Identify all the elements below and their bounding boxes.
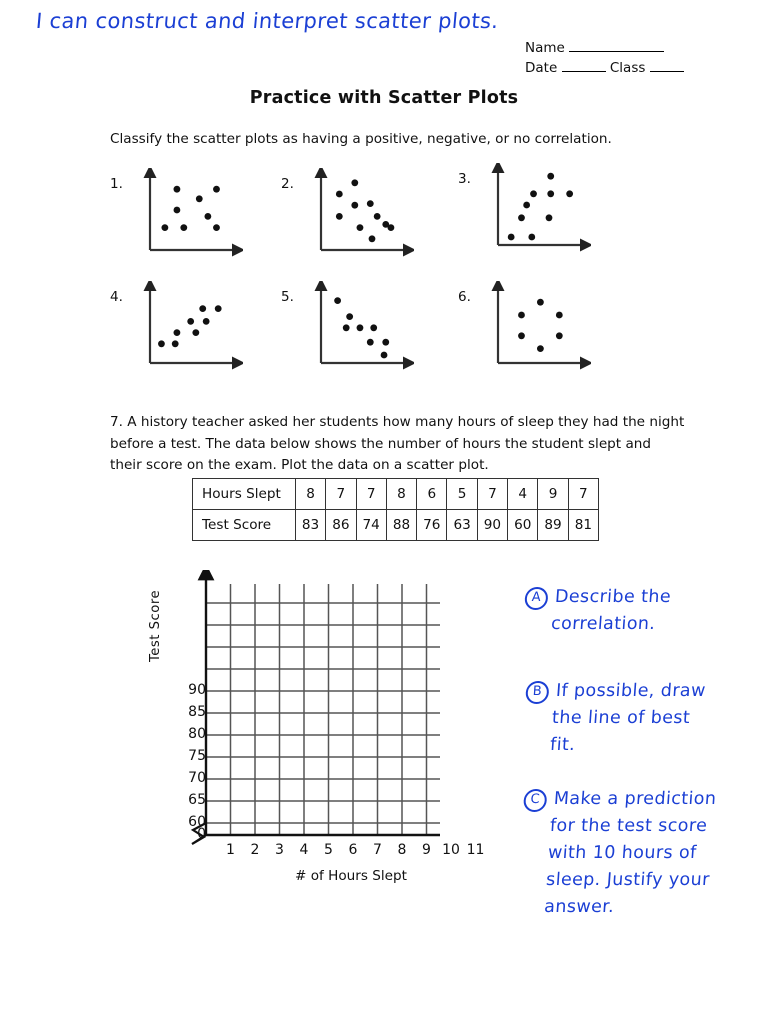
y-tick-label-0: 0 [197, 826, 206, 842]
date-label: Date [525, 60, 558, 76]
scatter-dot [518, 332, 525, 339]
x-tick-label-3: 3 [275, 842, 284, 858]
mini-plot-canvas-1 [138, 168, 243, 267]
scatter-dot [370, 324, 377, 331]
scatter-dot [546, 214, 553, 221]
y-tick-label-90: 90 [188, 682, 206, 698]
x-tick-label-10: 10 [442, 842, 460, 858]
note-c-line4: sleep. Justify your [545, 870, 711, 890]
cell-test-score-10: 81 [568, 510, 598, 541]
cell-hours-slept-8: 4 [508, 479, 538, 510]
cell-test-score-5: 76 [417, 510, 447, 541]
scatter-dot [381, 352, 388, 359]
note-b-line2: the line of best [551, 708, 691, 728]
student-info-header [525, 38, 684, 78]
scatter-dot [336, 213, 343, 220]
scatter-dot [199, 305, 206, 312]
y-tick-label-70: 70 [188, 770, 206, 786]
mini-plot-axes-4 [138, 281, 243, 376]
scatter-dot [161, 224, 168, 231]
scatter-dot [367, 339, 374, 346]
scatter-dot [192, 329, 199, 336]
y-axis-ticks [148, 570, 206, 850]
date-blank-line[interactable] [562, 59, 606, 72]
scatter-dot [346, 313, 353, 320]
scatter-dot [508, 234, 515, 241]
scatter-dot [334, 297, 341, 304]
scatter-dot [357, 224, 364, 231]
mini-plot-axes-3 [486, 163, 591, 258]
cell-hours-slept-5: 6 [417, 479, 447, 510]
x-tick-label-8: 8 [397, 842, 407, 858]
x-tick-label-5: 5 [324, 842, 333, 858]
note-a-line1: Describe the [554, 587, 672, 607]
x-tick-label-11: 11 [466, 842, 485, 858]
x-tick-label-7: 7 [373, 842, 382, 858]
scatter-dot [158, 340, 165, 347]
note-marker-b: B [525, 681, 550, 704]
cell-hours-slept-2: 7 [326, 479, 356, 510]
cell-hours-slept-10: 7 [568, 479, 598, 510]
scatter-dot [556, 332, 563, 339]
cell-hours-slept-4: 8 [386, 479, 416, 510]
scatter-dot [336, 191, 343, 198]
scatter-dot [187, 318, 194, 325]
note-b-line1: If possible, draw [555, 681, 707, 701]
handwritten-note-b [521, 678, 768, 759]
scatter-dot [213, 186, 220, 193]
scatter-dot [351, 179, 358, 186]
mini-plot-axes-2 [309, 168, 414, 263]
note-c-line3: with 10 hours of [547, 843, 698, 863]
mini-plot-axes-6 [486, 281, 591, 376]
y-tick-label-65: 65 [188, 792, 206, 808]
row-header-hours-slept: Hours Slept [193, 479, 296, 510]
note-marker-a: A [524, 587, 549, 610]
cell-test-score-6: 63 [447, 510, 477, 541]
scatter-plot-grid-area[interactable] [140, 570, 485, 884]
x-tick-label-6: 6 [348, 842, 358, 858]
scatter-dot [343, 324, 350, 331]
y-tick-label-80: 80 [188, 726, 206, 742]
scatter-dot [369, 235, 376, 242]
scatter-dot [374, 213, 381, 220]
name-blank-line[interactable] [569, 39, 664, 52]
mini-plot-canvas-2 [309, 168, 414, 267]
x-axis-label: # of Hours Slept [294, 868, 407, 884]
mini-plot-axes-5 [309, 281, 414, 376]
x-tick-label-9: 9 [422, 842, 431, 858]
date-class-field-row [525, 58, 684, 78]
mini-plot-canvas-3 [486, 163, 591, 262]
row-header-test-score: Test Score [193, 510, 296, 541]
cell-test-score-2: 86 [326, 510, 356, 541]
cell-test-score-8: 60 [508, 510, 538, 541]
x-tick-label-1: 1 [226, 842, 235, 858]
scatter-dot [203, 318, 210, 325]
handwritten-note-a [522, 584, 766, 638]
scatter-dot [528, 234, 535, 241]
question-7-text: 7. A history teacher asked her students how many hours of sleep they had the night before a test. The data below shows the number of hours the student slept and their score on the exam. Plot the data on a scatter plot. [110, 414, 685, 473]
note-a-line2: correlation. [550, 614, 657, 634]
mini-plot-number-5: 5. [281, 289, 294, 305]
x-tick-label-2: 2 [250, 842, 260, 858]
scatter-dot [537, 345, 544, 352]
mini-plot-number-1: 1. [110, 176, 123, 192]
cell-test-score-9: 89 [538, 510, 568, 541]
cell-test-score-3: 74 [356, 510, 386, 541]
mini-plot-number-6: 6. [458, 289, 471, 305]
class-blank-line[interactable] [650, 59, 684, 72]
y-tick-label-60: 60 [188, 814, 206, 830]
scatter-dot [196, 195, 203, 202]
scatter-dot [547, 173, 554, 180]
y-tick-label-75: 75 [188, 748, 206, 764]
scatter-dot [351, 202, 358, 209]
scatter-dot [530, 190, 537, 197]
cell-hours-slept-3: 7 [356, 479, 386, 510]
mini-plot-number-2: 2. [281, 176, 294, 192]
class-label: Class [609, 60, 646, 76]
note-c-line1: Make a prediction [553, 789, 718, 809]
page-title: Practice with Scatter Plots [249, 88, 519, 108]
note-b-line3: fit. [549, 735, 576, 755]
scatter-dot [172, 340, 179, 347]
scatter-dot [518, 312, 525, 319]
scatter-dot [367, 200, 374, 207]
scatter-dot [523, 202, 530, 209]
scatter-dot [215, 305, 222, 312]
cell-hours-slept-6: 5 [447, 479, 477, 510]
scatter-dot [547, 190, 554, 197]
scatter-dot [213, 224, 220, 231]
cell-hours-slept-7: 7 [477, 479, 507, 510]
table-row-hours-slept [193, 479, 599, 510]
mini-plot-canvas-4 [138, 281, 243, 380]
classify-instruction: Classify the scatter plots as having a positive, negative, or no correlation. [110, 131, 612, 147]
scatter-dot [382, 339, 389, 346]
scatter-dot [174, 186, 181, 193]
scatter-dot [518, 214, 525, 221]
sleep-score-data-table [192, 478, 599, 541]
mini-plot-canvas-5 [309, 281, 414, 380]
mini-plot-number-4: 4. [110, 289, 123, 305]
scatter-dot [382, 221, 389, 228]
cell-hours-slept-1: 8 [295, 479, 325, 510]
x-axis-ticks [206, 842, 496, 866]
scatter-dot [556, 312, 563, 319]
y-axis-label: Test Score [148, 589, 163, 662]
name-field-row [525, 38, 684, 58]
note-marker-c: C [523, 789, 548, 812]
note-c-line2: for the test score [549, 816, 708, 836]
x-tick-label-4: 4 [299, 842, 309, 858]
cell-hours-slept-9: 9 [538, 479, 568, 510]
mini-plot-number-3: 3. [458, 171, 471, 187]
mini-plot-axes-1 [138, 168, 243, 263]
scatter-dot [180, 224, 187, 231]
handwritten-note-c [515, 786, 768, 921]
cell-test-score-4: 88 [386, 510, 416, 541]
note-c-line5: answer. [543, 897, 615, 917]
scatter-dot [204, 213, 211, 220]
handwritten-goal: I can construct and interpret scatter plots. [34, 9, 500, 33]
cell-test-score-7: 90 [477, 510, 507, 541]
scatter-dot [174, 329, 181, 336]
name-label: Name [525, 40, 565, 56]
cell-test-score-1: 83 [295, 510, 325, 541]
y-tick-label-85: 85 [188, 704, 206, 720]
scatter-dot [537, 299, 544, 306]
scatter-dot [357, 324, 364, 331]
mini-plot-canvas-6 [486, 281, 591, 380]
scatter-dot [174, 207, 181, 214]
scatter-dot [566, 190, 573, 197]
table-row-test-score [193, 510, 599, 541]
